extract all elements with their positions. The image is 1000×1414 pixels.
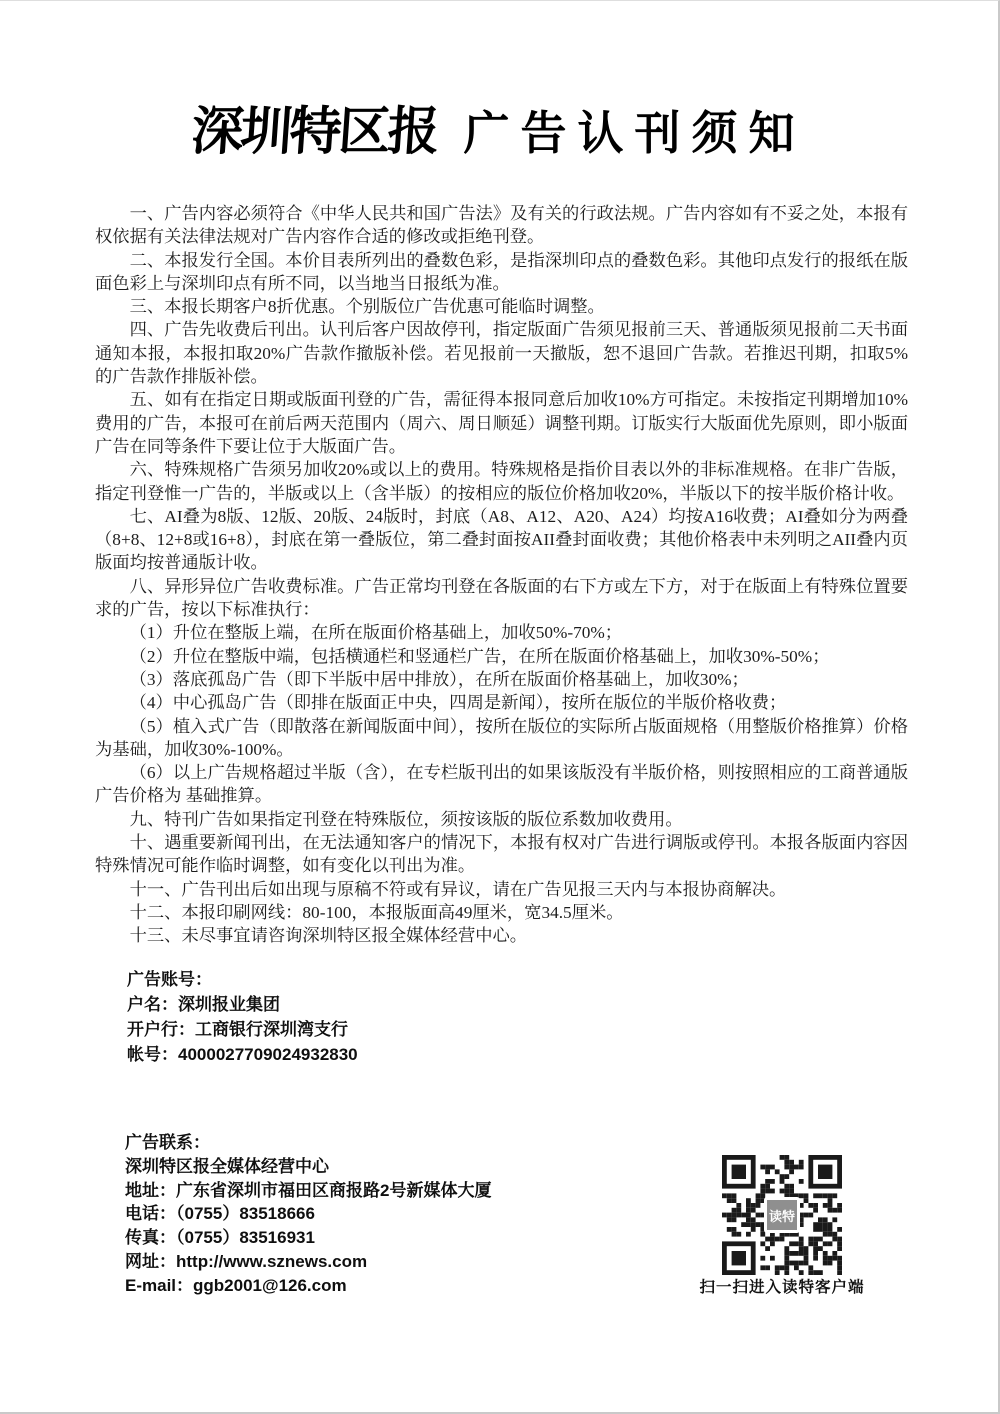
clause-5: 五、如有在指定日期或版面刊登的广告，需征得本报同意后加收10%方可指定。未按指定刊期增加10%费用的广告，本报可在前后两天范围内（周六、周日顺延）调整刊期。订版实行大版面优先原则，即小版面广告在同等条件下要让位于大版面广告。 <box>95 390 908 456</box>
clause-8-item-2: （2）升位在整版中端，包括横通栏和竖通栏广告，在所在版面价格基础上，加收30%-50%； <box>129 646 830 666</box>
clause-8-item-4: （4）中心孤岛广告（即排在版面正中央，四周是新闻），按所在版位的半版价格收费； <box>129 693 787 713</box>
clause-6: 六、特殊规格广告须另加收20%或以上的费用。特殊规格是指价目表以外的非标准规格。在非广告版，指定刊登惟一广告的，半版或以上（含半版）的按相应的版位价格加收20%，半版以下的按半版价格计收。 <box>95 460 908 503</box>
clause-1: 一、广告内容必须符合《中华人民共和国广告法》及有关的行政法规。广告内容如有不妥之处，本报有权依据有关法律法规对广告内容作合适的修改或拒绝刊登。 <box>95 204 908 247</box>
account-number: 帐号：4000027709024932830 <box>127 1045 358 1064</box>
title-heading: 广告认刊须知 <box>463 108 806 159</box>
clause-4: 四、广告先收费后刊出。认刊后客户因故停刊，指定版面广告须见报前三天、普通版须见报前二天书面通知本报，本报扣取20%广告款作撤版补偿。若见报前一天撤版，恕不退回广告款。若推迟刊期，扣取5%的广告款作排版补偿。 <box>95 320 908 387</box>
account-heading: 广告账号： <box>127 970 212 989</box>
account-section <box>127 967 358 1067</box>
contact-address: 地址：广东省深圳市福田区商报路2号新媒体大厦 <box>125 1180 492 1200</box>
clause-13: 十三、未尽事宜请咨询深圳特区报全媒体经营中心。 <box>129 926 528 946</box>
notice-body <box>95 202 908 948</box>
account-bank: 开户行：工商银行深圳湾支行 <box>127 1020 348 1039</box>
clause-8-item-6: （6）以上广告规格超过半版（含），在专栏版刊出的如果该版没有半版价格，则按照相应的工商普通版广告价格为 基础推算。 <box>95 763 908 806</box>
contact-section <box>125 1131 491 1298</box>
contact-center: 深圳特区报全媒体经营中心 <box>125 1156 329 1176</box>
clause-9: 九、特刊广告如果指定刊登在特殊版位，须按该版的版位系数加收费用。 <box>129 809 683 829</box>
qr-code <box>722 1155 842 1275</box>
clause-10: 十、遇重要新闻刊出，在无法通知客户的情况下，本报有权对广告进行调版或停刊。本报各版面内容因特殊情况可能作临时调整，如有变化以刊出为准。 <box>95 833 908 876</box>
clause-12: 十二、本报印刷网线：80-100，本报版面高49厘米，宽34.5厘米。 <box>129 902 624 922</box>
contact-email: E-mail：ggb2001@126.com <box>125 1275 347 1295</box>
clause-8-item-3: （3）落底孤岛广告（即下半版中居中排放），在所在版面价格基础上，加收30%； <box>129 669 749 689</box>
clause-11: 十一、广告刊出后如出现与原稿不符或有异议，请在广告见报三天内与本报协商解决。 <box>129 879 787 899</box>
clause-7: 七、AI叠为8版、12版、20版、24版时，封底（A8、A12、A20、A24）均按A16收费；AI叠如分为两叠（8+8、12+8或16+8），封底在第一叠版位，第二叠封面按AII叠封面收费；其他价格表中未列明之AII叠内页版面均按普通版计收。 <box>95 506 908 573</box>
account-holder: 户名：深圳报业集团 <box>127 995 280 1014</box>
contact-fax: 传真：（0755）83516931 <box>125 1228 315 1248</box>
clause-8: 八、异形异位广告收费标准。广告正常均刊登在各版面的右下方或左下方，对于在版面上有特殊位置要求的广告，按以下标准执行： <box>95 576 908 620</box>
newspaper-logo: 深圳特区报 <box>190 104 440 161</box>
qr-center-logo: 读特 <box>764 1197 800 1233</box>
qr-caption: 扫一扫进入读特客户端 <box>699 1279 865 1296</box>
clause-3: 三、本报长期客户8折优惠。个别版位广告优惠可能临时调整。 <box>129 297 605 317</box>
clause-8-item-1: （1）升位在整版上端，在所在版面价格基础上，加收50%-70%； <box>129 623 623 643</box>
contact-heading: 广告联系： <box>125 1133 210 1152</box>
clause-8-item-5: （5）植入式广告（即散落在新闻版面中间），按所在版位的实际所占版面规格（用整版价格推算）价格为基础，加收30%-100%。 <box>95 716 908 759</box>
contact-website: 网址：http://www.sznews.com <box>125 1251 368 1271</box>
contact-phone: 电话：（0755）83518666 <box>125 1204 315 1224</box>
clause-2: 二、本报发行全国。本价目表所列出的叠数色彩，是指深圳印点的叠数色彩。其他印点发行的报纸在版面色彩上与深圳印点有所不同，以当地当日报纸为准。 <box>95 250 908 293</box>
page-title <box>0 89 998 164</box>
